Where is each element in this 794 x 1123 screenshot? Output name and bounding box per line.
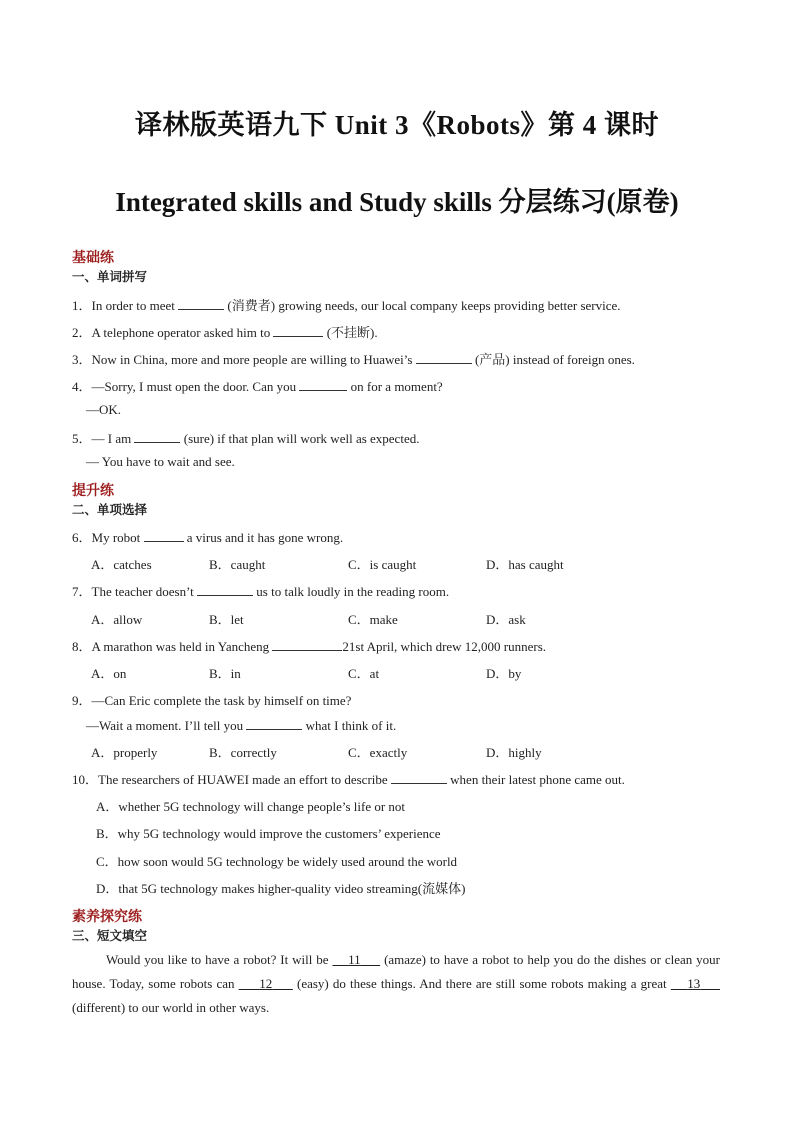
answer-blank[interactable]	[391, 771, 447, 784]
option-d[interactable]: D．that 5G technology makes higher-quality video streaming(流媒体)	[96, 881, 466, 896]
option-d[interactable]: D．has caught	[486, 557, 564, 572]
option-b[interactable]: B．correctly	[209, 745, 277, 760]
option-c[interactable]: C．at	[348, 666, 380, 681]
section-basic-heading: 基础练	[72, 250, 114, 266]
page-subtitle: Integrated skills and Study skills 分层练习(原卷)	[115, 187, 679, 217]
answer-blank[interactable]	[299, 378, 347, 391]
option-c[interactable]: C．exactly	[348, 745, 408, 760]
option-d[interactable]: D．ask	[486, 612, 526, 627]
option-d[interactable]: D．highly	[486, 745, 542, 760]
answer-blank[interactable]	[144, 529, 184, 542]
section-cloze-heading: 三、短文填空	[72, 928, 148, 943]
option-c[interactable]: C．make	[348, 612, 398, 627]
section-explore-heading: 素养探究练	[72, 909, 142, 925]
answer-blank[interactable]	[246, 717, 302, 730]
answer-blank[interactable]	[272, 638, 342, 651]
option-a[interactable]: A．catches	[91, 557, 152, 572]
question-5-reply: — You have to wait and see.	[86, 454, 235, 469]
question-4: 4．—Sorry, I must open the door. Can you on for a moment?	[72, 379, 443, 394]
option-b[interactable]: B．let	[209, 612, 244, 627]
page-title: 译林版英语九下 Unit 3《Robots》第 4 课时	[134, 110, 660, 140]
question-6: 6．My robot a virus and it has gone wrong.	[72, 530, 344, 545]
section-spelling-heading: 一、单词拼写	[72, 269, 148, 284]
option-b[interactable]: B．in	[209, 666, 241, 681]
question-3: 3．Now in China, more and more people are willing to Huawei’s (产品) instead of foreign ones.	[72, 352, 635, 367]
answer-blank[interactable]	[178, 297, 224, 310]
answer-blank[interactable]	[197, 583, 253, 596]
question-5: 5．— I am (sure) if that plan will work well as expected.	[72, 431, 420, 446]
question-1: 1．In order to meet (消费者) growing needs, our local company keeps providing better service.	[72, 298, 621, 313]
option-c[interactable]: C．how soon would 5G technology be widely used around the world	[96, 854, 458, 869]
option-c[interactable]: C．is caught	[348, 557, 417, 572]
answer-blank[interactable]	[273, 324, 323, 337]
blank-13[interactable]: 13	[687, 976, 701, 991]
answer-blank[interactable]	[134, 430, 180, 443]
question-9-reply: —Wait a moment. I’ll tell you what I think of it.	[86, 718, 397, 733]
option-a[interactable]: A．allow	[91, 612, 143, 627]
cloze-passage: Would you like to have a robot? It will be 11 (amaze) to have a robot to help you do the dishes or clean your house. Today, some robots can 12 (easy) do these things. And there are still some robots making a great 13 (different) to our world in other ways.	[72, 952, 721, 1015]
section-choice-heading: 二、单项选择	[72, 502, 148, 517]
option-a[interactable]: A．on	[91, 666, 127, 681]
blank-11[interactable]: 11	[348, 952, 361, 967]
question-9: 9．—Can Eric complete the task by himself on time?	[72, 693, 352, 708]
question-4-reply: —OK.	[86, 402, 122, 417]
question-8: 8．A marathon was held in Yancheng 21st April, which drew 12,000 runners.	[72, 639, 547, 654]
option-a[interactable]: A．whether 5G technology will change people’s life or not	[96, 799, 406, 814]
option-b[interactable]: B．caught	[209, 557, 266, 572]
option-d[interactable]: D．by	[486, 666, 522, 681]
question-10: 10．The researchers of HUAWEI made an effort to describe when their latest phone came out.	[72, 772, 625, 787]
option-a[interactable]: A．properly	[91, 745, 158, 760]
option-b[interactable]: B．why 5G technology would improve the customers’ experience	[96, 826, 441, 841]
question-2: 2．A telephone operator asked him to (不挂断).	[72, 325, 378, 340]
question-7: 7．The teacher doesn’t us to talk loudly in the reading room.	[72, 584, 450, 599]
section-advance-heading: 提升练	[72, 483, 114, 499]
answer-blank[interactable]	[416, 351, 472, 364]
blank-12[interactable]: 12	[259, 976, 273, 991]
